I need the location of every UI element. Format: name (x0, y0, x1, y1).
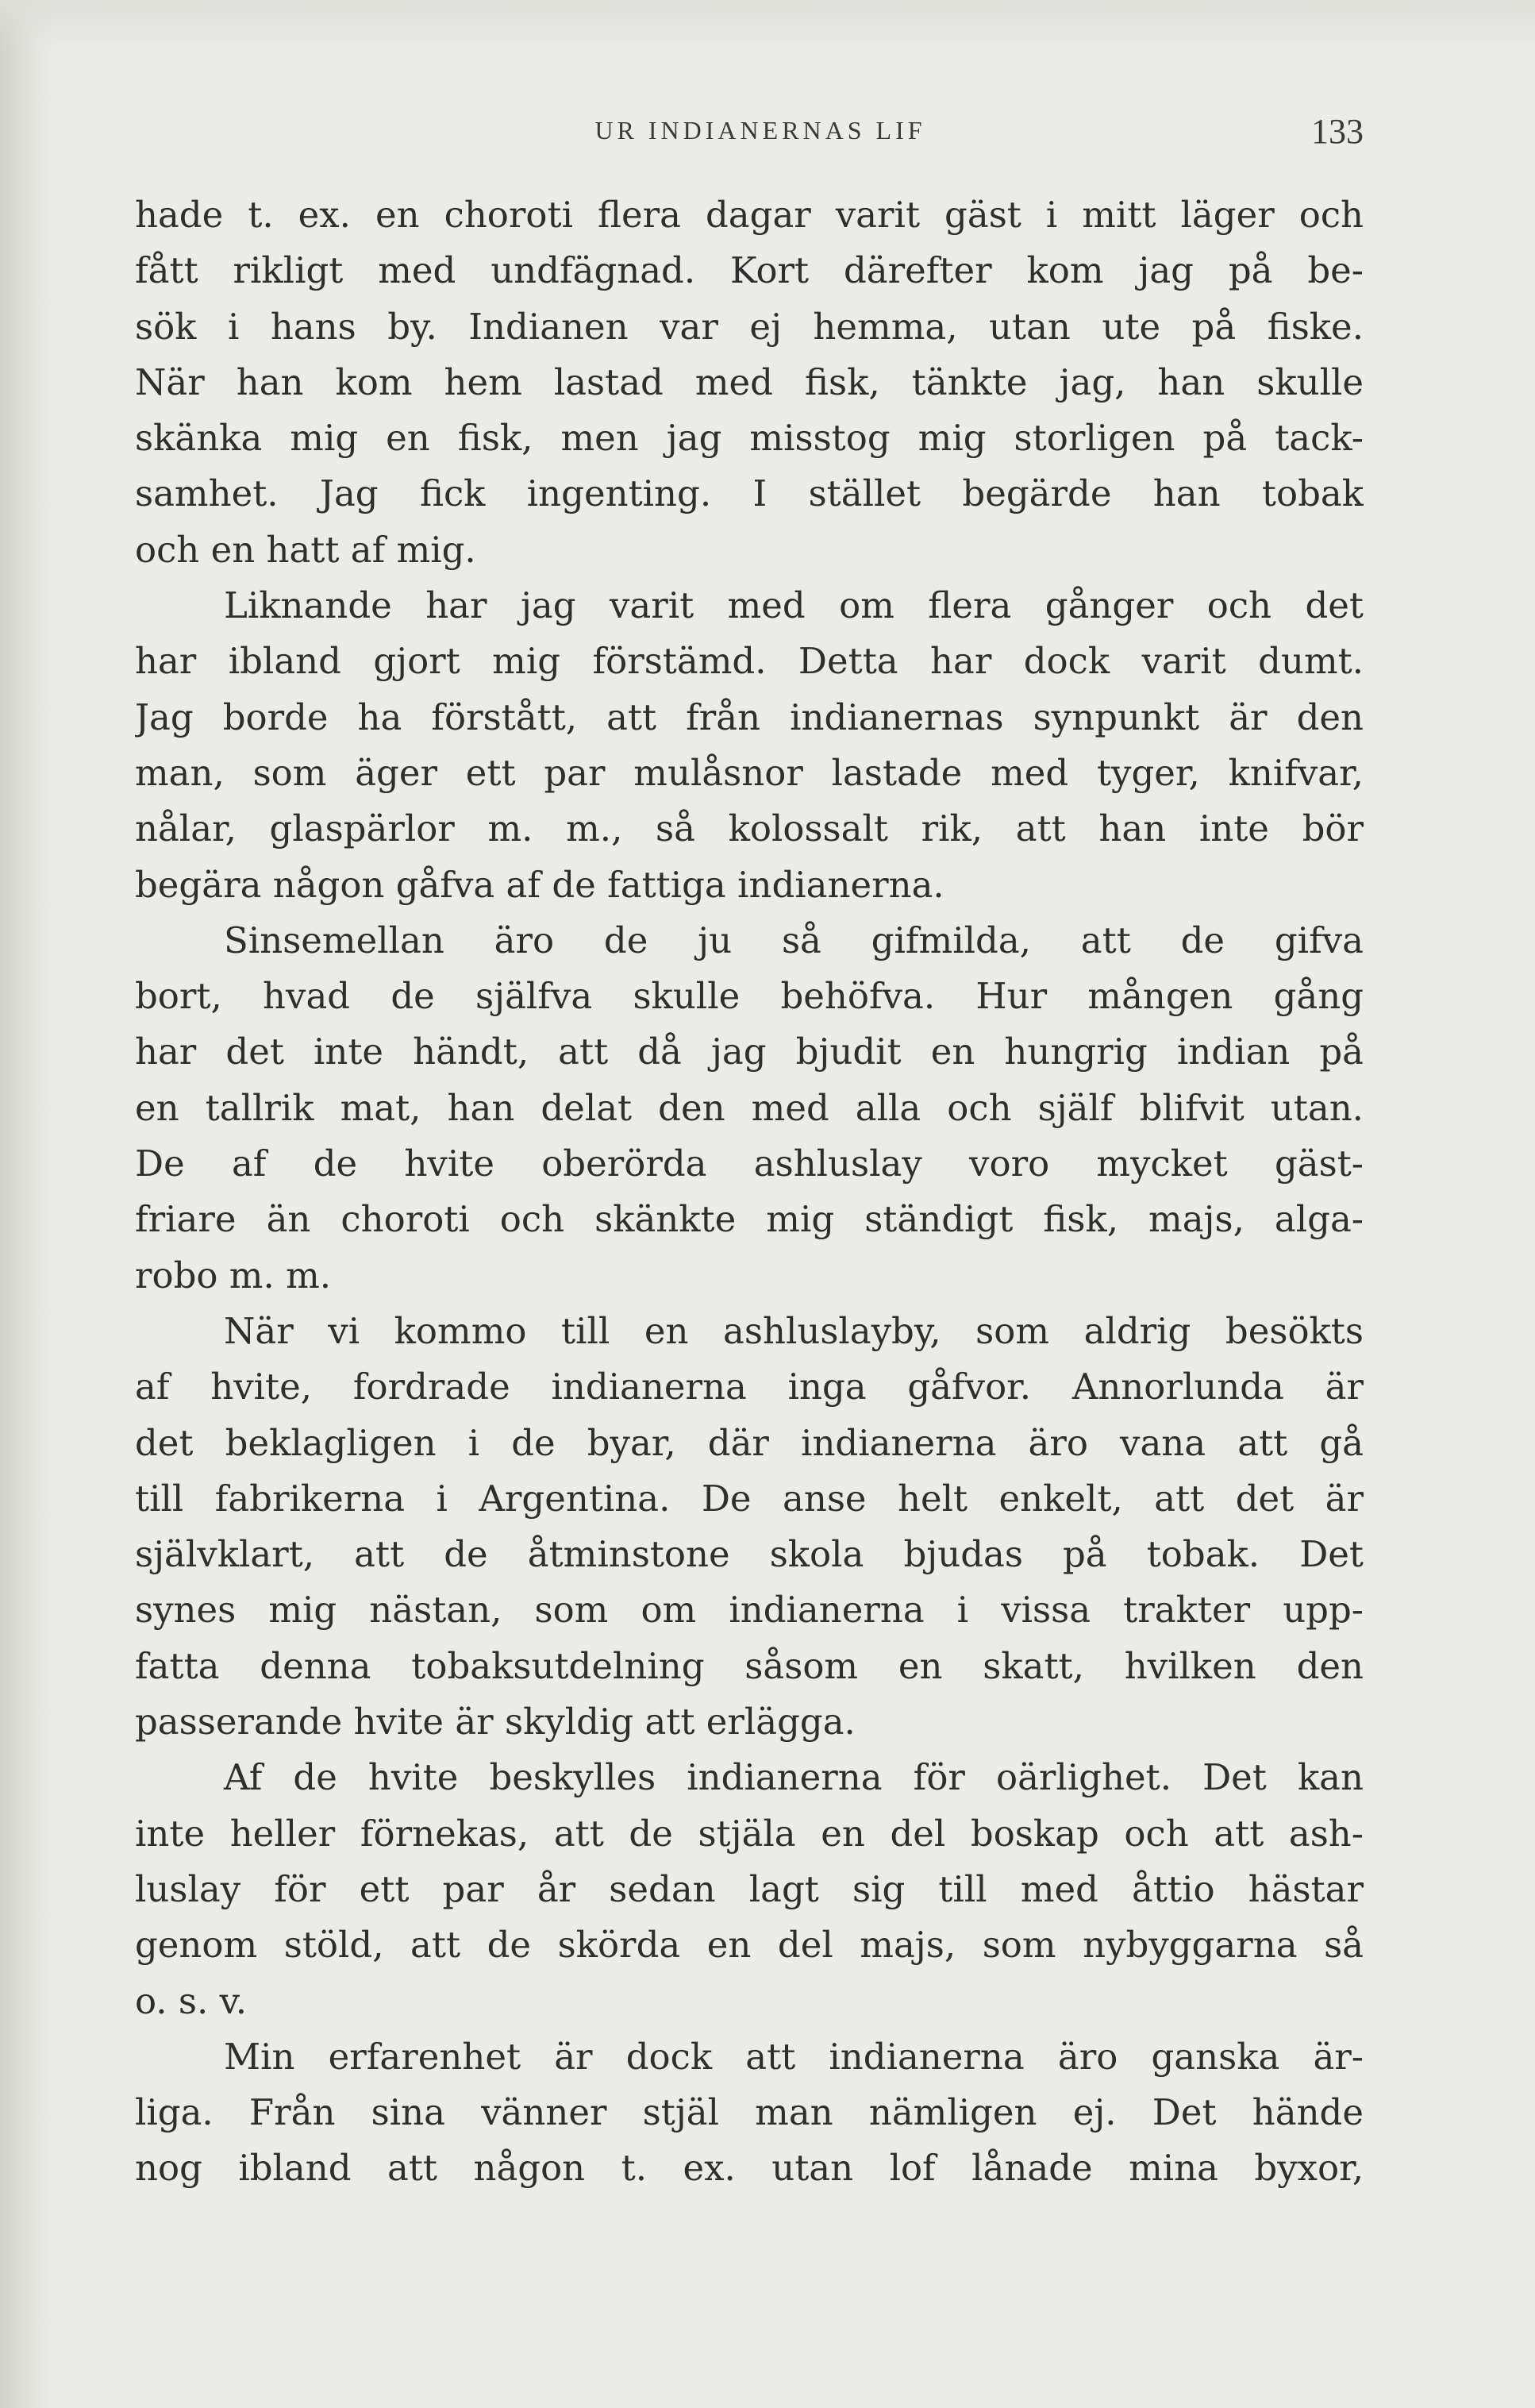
text-line: fatta denna tobaksutdelning såsom en skatt, hvilken den (135, 1644, 1364, 1687)
text-line: bort, hvad de själfva skulle behöfva. Hur mången gång (135, 975, 1364, 1018)
text-line: genom stöld, att de skörda en del majs, som nybyggarna så (135, 1924, 1364, 1967)
body-text (135, 187, 1364, 2197)
text-line: det beklagligen i de byar, där indianerna äro vana att gå (135, 1421, 1364, 1464)
text-line: De af de hvite oberörda ashluslay voro mycket gäst- (135, 1142, 1364, 1185)
text-line: har det inte händt, att då jag bjudit en hungrig indian på (135, 1031, 1364, 1073)
text-line: Min erfarenhet är dock att indianerna äro ganska är- (224, 2035, 1364, 2078)
text-line: nålar, glaspärlor m. m., så kolossalt rik, att han inte bör (135, 807, 1364, 850)
text-line: fått rikligt med undfägnad. Kort därefter kom jag på be- (135, 249, 1364, 292)
text-line: inte heller förnekas, att de stjäla en del boskap och att ash- (135, 1812, 1364, 1855)
text-line: Sinsemellan äro de ju så gifmilda, att de gifva (224, 919, 1364, 961)
text-line: begära någon gåfva af de fattiga indianerna. (135, 863, 944, 906)
text-line: till fabrikerna i Argentina. De anse helt enkelt, att det är (135, 1477, 1364, 1520)
running-title: UR INDIANERNAS LIF (594, 116, 926, 144)
running-head (0, 111, 1535, 159)
text-line: samhet. Jag fick ingenting. I stället begärde han tobak (135, 472, 1364, 515)
text-line: robo m. m. (135, 1254, 332, 1296)
page-gutter-shadow (0, 0, 56, 2408)
text-line: passerande hvite är skyldig att erlägga. (135, 1701, 856, 1743)
text-line: o. s. v. (135, 1979, 247, 2022)
text-line: nog ibland att någon t. ex. utan lof lånade mina byxor, (135, 2147, 1364, 2190)
text-line: friare än choroti och skänkte mig ständigt fisk, majs, alga- (135, 1198, 1364, 1241)
text-line: synes mig nästan, som om indianerna i vissa trakter upp- (135, 1589, 1364, 1632)
text-line: Af de hvite beskylles indianerna för oärlighet. Det kan (224, 1756, 1364, 1799)
text-line: af hvite, fordrade indianerna inga gåfvor. Annorlunda är (135, 1366, 1364, 1408)
text-line: har ibland gjort mig förstämd. Detta har dock varit dumt. (135, 640, 1364, 683)
text-line: luslay för ett par år sedan lagt sig till med åttio hästar (135, 1867, 1364, 1910)
text-line: liga. Från sina vänner stjäl man nämligen ej. Det hände (135, 2091, 1364, 2134)
text-line: en tallrik mat, han delat den med alla och själf blifvit utan. (135, 1086, 1364, 1129)
text-line: sök i hans by. Indianen var ej hemma, utan ute på fiske. (135, 305, 1364, 348)
text-line: och en hatt af mig. (135, 528, 476, 571)
text-line: Jag borde ha förstått, att från indianernas synpunkt är den (135, 695, 1364, 738)
text-line: man, som äger ett par mulåsnor lastade med tyger, knifvar, (135, 751, 1364, 794)
text-line: Liknande har jag varit med om flera gånger och det (224, 584, 1364, 627)
text-line: När vi kommo till en ashluslayby, som aldrig besökts (224, 1309, 1364, 1352)
text-line: självklart, att de åtminstone skola bjudas på tobak. Det (135, 1533, 1364, 1576)
text-line: hade t. ex. en choroti flera dagar varit gäst i mitt läger och (135, 194, 1364, 236)
page-top-shadow (0, 0, 1535, 48)
text-line: skänka mig en fisk, men jag misstog mig storligen på tack- (135, 417, 1364, 460)
page-number: 133 (1311, 112, 1364, 151)
text-line: När han kom hem lastad med fisk, tänkte jag, han skulle (135, 360, 1364, 403)
